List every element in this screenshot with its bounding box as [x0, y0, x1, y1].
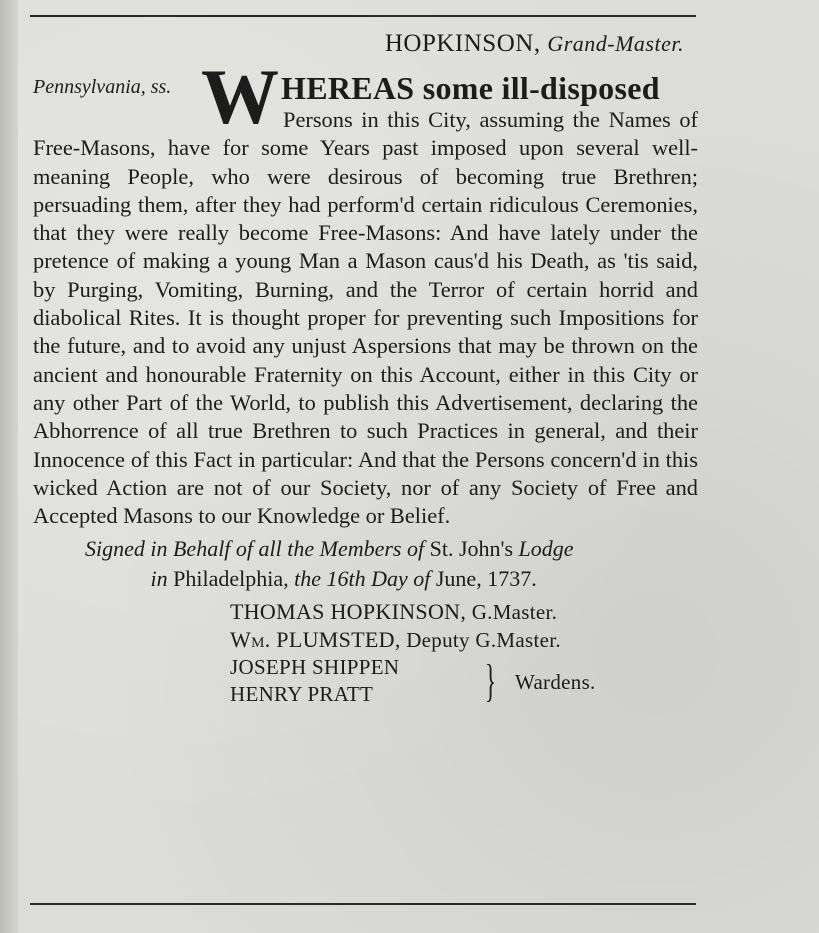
signed-part-4: in: [150, 566, 168, 592]
opening-words: HEREAS some ill-disposed: [281, 70, 660, 106]
ad-body: [33, 106, 698, 530]
body-text: Persons in this City, assuming the Names of Free-Masons, have for some Years past imposed upon several well-meaning People, who were desirous of becoming true Brethren; persuading them, after they had perform'd certain ridiculous Ceremonies, that they were really become Free-Masons: And have lately under the pretence of making a young Man a Mason caus'd his Death, as 'tis said, by Purging, Vomiting, Burning, and the Terror of certain horrid and diabolical Rites. It is thought proper for preventing such Impositions for the future, and to avoid any unjust Aspersions that may be thrown on the ancient and honourable Fraternity on this Account, either in this City or any other Part of the World, to publish this Advertisement, declaring the Abhorrence of all true Brethren to such Practices in general, and their Innocence of this Fact in particular: And that the Persons concern'd in this wicked Action are not of our Society, nor of any Society of Free and Accepted Masons to our Knowledge or Belief.: [33, 107, 698, 529]
signed-part-1: Signed in Behalf of all the Members of: [85, 536, 425, 562]
signed-part-3: Lodge: [518, 536, 574, 562]
heading-title: Grand-Master.: [547, 31, 684, 56]
signed-part-7: June, 1737.: [435, 566, 537, 592]
signed-part-6: the 16th Day of: [294, 566, 431, 592]
heading-name: HOPKINSON,: [384, 30, 541, 57]
advertisement: [33, 30, 698, 710]
signed-statement: [33, 534, 698, 594]
warden-2: HENRY PRATT: [230, 682, 374, 707]
brace-icon: }: [485, 655, 497, 707]
signature-deputy: [230, 626, 698, 654]
warden-1: JOSEPH SHIPPEN: [230, 655, 400, 680]
bottom-column-rule: [30, 903, 696, 905]
warden-names: [230, 654, 399, 708]
signed-part-2: St. John's: [429, 536, 514, 562]
deputy-title: Deputy G.Master.: [406, 628, 561, 653]
master-name: THOMAS HOPKINSON,: [230, 599, 467, 625]
signature-wardens: [230, 654, 698, 710]
wardens-label: Wardens.: [515, 670, 596, 695]
signature-master: [230, 598, 698, 626]
top-column-rule: [30, 15, 696, 17]
signed-part-5: Philadelphia,: [173, 566, 289, 592]
opening-line: [33, 53, 698, 140]
signature-block: [33, 598, 698, 710]
page-gutter: [0, 0, 18, 933]
drop-cap: W: [201, 53, 279, 140]
master-title: G.Master.: [471, 600, 558, 625]
deputy-name: Wm. PLUMSTED,: [230, 627, 401, 653]
locale-label: Pennsylvania, ss.: [33, 76, 172, 98]
ad-heading: [33, 30, 698, 60]
